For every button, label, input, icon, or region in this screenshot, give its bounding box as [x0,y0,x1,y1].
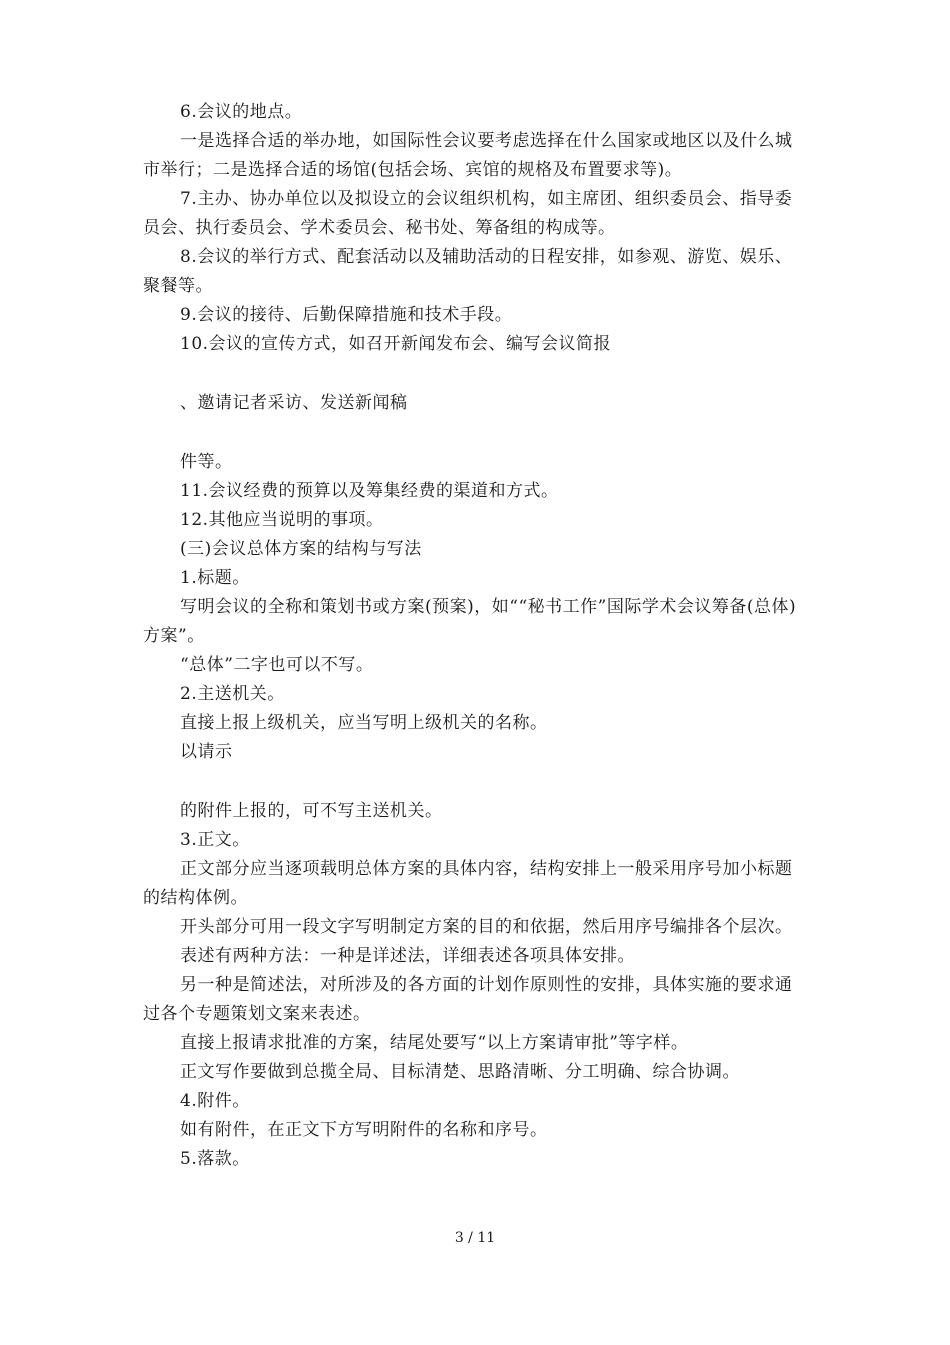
blank-gap [143,767,807,797]
paragraph: 2.主送机关。 [180,684,285,704]
paragraph: 以请示 [180,742,233,762]
paragraph: 8.会议的举行方式、配套活动以及辅助活动的日程安排，如参观、游览、娱乐、聚餐等。 [143,247,793,296]
paragraph: 3.正文。 [180,830,250,850]
section-heading: (三)会议总体方案的结构与写法 [180,539,422,559]
document-body [143,98,807,1174]
paragraph: 5.落款。 [180,1149,250,1169]
paragraph: 1.标题。 [180,568,250,588]
paragraph: 12.其他应当说明的事项。 [180,510,384,530]
paragraph: 6.会议的地点。 [180,102,303,122]
paragraph: 9.会议的接待、后勤保障措施和技术手段。 [180,305,513,325]
paragraph: 直接上报上级机关，应当写明上级机关的名称。 [180,713,548,733]
blank-gap [143,418,807,448]
paragraph: 件等。 [180,452,233,472]
paragraph: 、邀请记者采访、发送新闻稿 [180,393,408,413]
paragraph: 4.附件。 [180,1091,250,1111]
paragraph: 正文部分应当逐项载明总体方案的具体内容，结构安排上一般采用序号加小标题的结构体例。 [143,859,793,908]
paragraph: 11.会议经费的预算以及筹集经费的渠道和方式。 [180,481,559,501]
paragraph: 7.主办、协办单位以及拟设立的会议组织机构，如主席团、组织委员会、指导委员会、执行委员会、学术委员会、秘书处、筹备组的构成等。 [143,189,793,238]
paragraph: 一是选择合适的举办地，如国际性会议要考虑选择在什么国家或地区以及什么城市举行；二是选择合适的场馆(包括会场、宾馆的规格及布置要求等)。 [143,131,793,180]
paragraph: 正文写作要做到总揽全局、目标清楚、思路清晰、分工明确、综合协调。 [180,1062,740,1082]
paragraph: 直接上报请求批准的方案，结尾处要写“以上方案请审批”等字样。 [180,1033,689,1053]
blank-gap [143,359,807,389]
paragraph: 表述有两种方法：一种是详述法，详细表述各项具体安排。 [180,946,635,966]
paragraph: 10.会议的宣传方式，如召开新闻发布会、编写会议简报 [180,334,612,354]
paragraph: 的附件上报的，可不写主送机关。 [180,801,443,821]
paragraph: 开头部分可用一段文字写明制定方案的目的和依据，然后用序号编排各个层次。 [180,917,793,937]
paragraph: 写明会议的全称和策划书或方案(预案)，如““秘书工作”国际学术会议筹备(总体)方案”。 [143,597,797,646]
paragraph: 另一种是简述法，对所涉及的各方面的计划作原则性的安排，具体实施的要求通过各个专题策划文案来表述。 [143,975,793,1024]
page-number: 3 / 11 [454,1230,496,1246]
paragraph: 如有附件，在正文下方写明附件的名称和序号。 [180,1120,548,1140]
paragraph: “总体”二字也可以不写。 [180,655,374,675]
